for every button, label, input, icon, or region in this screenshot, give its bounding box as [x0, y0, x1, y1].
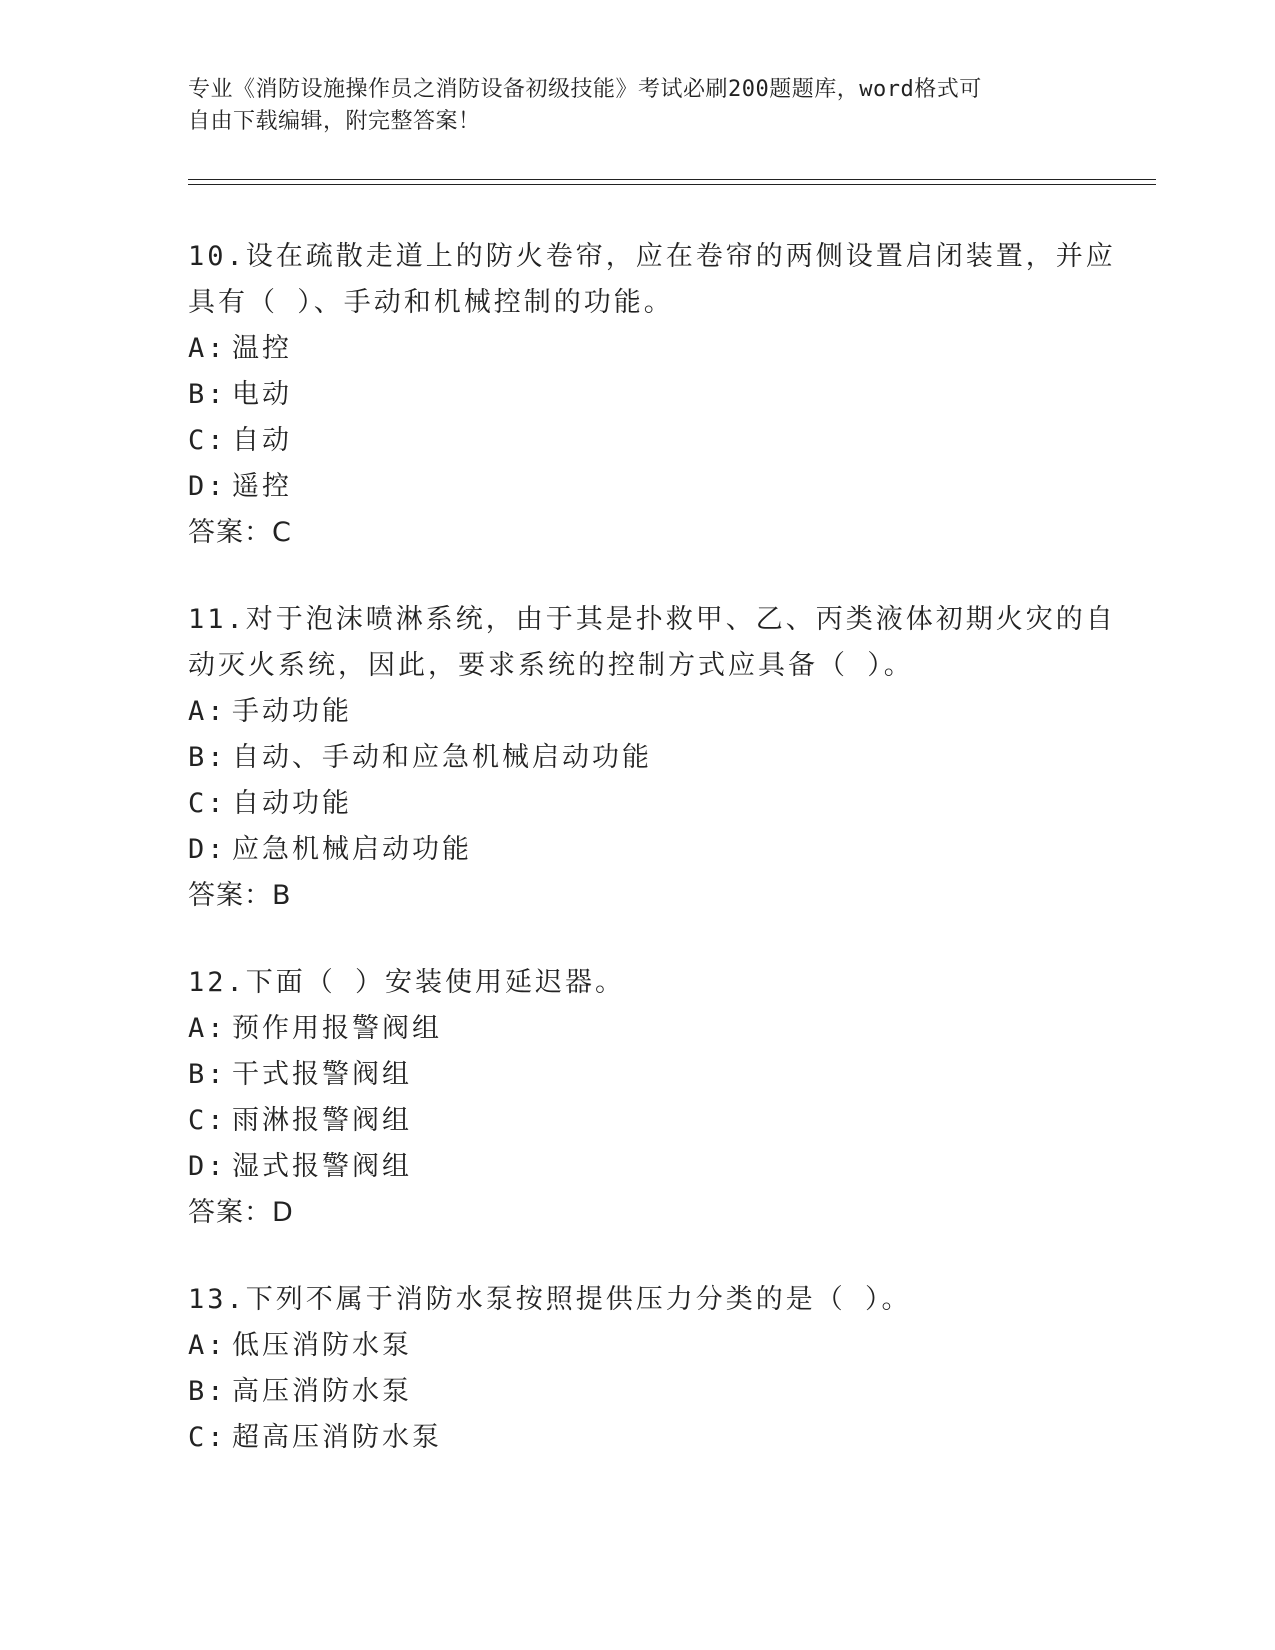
option-c — [188, 1415, 1088, 1461]
option-b — [188, 735, 1088, 781]
option-letter: C: — [188, 788, 227, 819]
stem-line: 动灭火系统，因此，要求系统的控制方式应具备（ ）。 — [188, 650, 914, 681]
option-letter: A: — [188, 1330, 227, 1361]
option-text: 电动 — [232, 379, 292, 410]
answer-text: 答案：C — [188, 517, 292, 548]
option-a — [188, 1323, 1088, 1369]
question-12 — [188, 960, 1088, 1236]
option-text: 预作用报警阀组 — [232, 1013, 442, 1044]
option-text: 遥控 — [232, 471, 292, 502]
question-list — [188, 234, 1116, 1502]
option-letter: D: — [188, 471, 227, 502]
option-letter: B: — [188, 742, 227, 773]
option-text: 低压消防水泵 — [232, 1330, 412, 1361]
option-text: 干式报警阀组 — [232, 1059, 412, 1090]
option-letter: A: — [188, 696, 227, 727]
option-c — [188, 418, 1088, 464]
option-letter: C: — [188, 1422, 227, 1453]
header-divider-bottom — [188, 184, 1156, 185]
option-a — [188, 326, 1088, 372]
option-text: 高压消防水泵 — [232, 1376, 412, 1407]
answer-text: 答案：D — [188, 1197, 294, 1228]
option-d — [188, 1144, 1088, 1190]
question-stem — [188, 960, 1088, 1006]
option-letter: D: — [188, 834, 227, 865]
answer-text: 答案：B — [188, 880, 292, 911]
stem-line: 13.下列不属于消防水泵按照提供压力分类的是（ ）。 — [188, 1284, 912, 1315]
document-header — [188, 74, 1088, 138]
option-d — [188, 827, 1088, 873]
option-b — [188, 372, 1088, 418]
option-c — [188, 781, 1088, 827]
option-letter: D: — [188, 1151, 227, 1182]
option-a — [188, 1006, 1088, 1052]
option-text: 雨淋报警阀组 — [232, 1105, 412, 1136]
option-letter: B: — [188, 1059, 227, 1090]
stem-line: 具有（ ）、手动和机械控制的功能。 — [188, 287, 674, 318]
option-b — [188, 1369, 1088, 1415]
option-a — [188, 689, 1088, 735]
option-text: 手动功能 — [232, 696, 352, 727]
option-c — [188, 1098, 1088, 1144]
option-text: 自动功能 — [232, 788, 352, 819]
option-letter: A: — [188, 333, 227, 364]
option-text: 湿式报警阀组 — [232, 1151, 412, 1182]
question-10 — [188, 234, 1116, 556]
option-text: 温控 — [232, 333, 292, 364]
option-letter: C: — [188, 1105, 227, 1136]
stem-line: 10.设在疏散走道上的防火卷帘，应在卷帘的两侧设置启闭装置，并应 — [188, 241, 1116, 272]
header-line-2: 自由下载编辑，附完整答案！ — [188, 109, 481, 134]
header-divider-top — [188, 179, 1156, 180]
option-text: 超高压消防水泵 — [232, 1422, 442, 1453]
question-11 — [188, 597, 1116, 919]
stem-line: 11.对于泡沫喷淋系统，由于其是扑救甲、乙、丙类液体初期火灾的自 — [188, 604, 1116, 635]
stem-line: 12.下面（ ）安装使用延迟器。 — [188, 967, 626, 998]
header-line-1: 专业《消防设施操作员之消防设备初级技能》考试必刷200题题库，word格式可 — [188, 77, 982, 102]
option-letter: B: — [188, 379, 227, 410]
option-letter: C: — [188, 425, 227, 456]
option-d — [188, 464, 1088, 510]
option-letter: B: — [188, 1376, 227, 1407]
question-13 — [188, 1277, 1088, 1461]
option-text: 应急机械启动功能 — [232, 834, 472, 865]
question-stem — [188, 597, 1116, 689]
option-letter: A: — [188, 1013, 227, 1044]
option-text: 自动、手动和应急机械启动功能 — [232, 742, 652, 773]
question-stem — [188, 1277, 1088, 1323]
question-stem — [188, 234, 1116, 326]
option-text: 自动 — [232, 425, 292, 456]
option-b — [188, 1052, 1088, 1098]
